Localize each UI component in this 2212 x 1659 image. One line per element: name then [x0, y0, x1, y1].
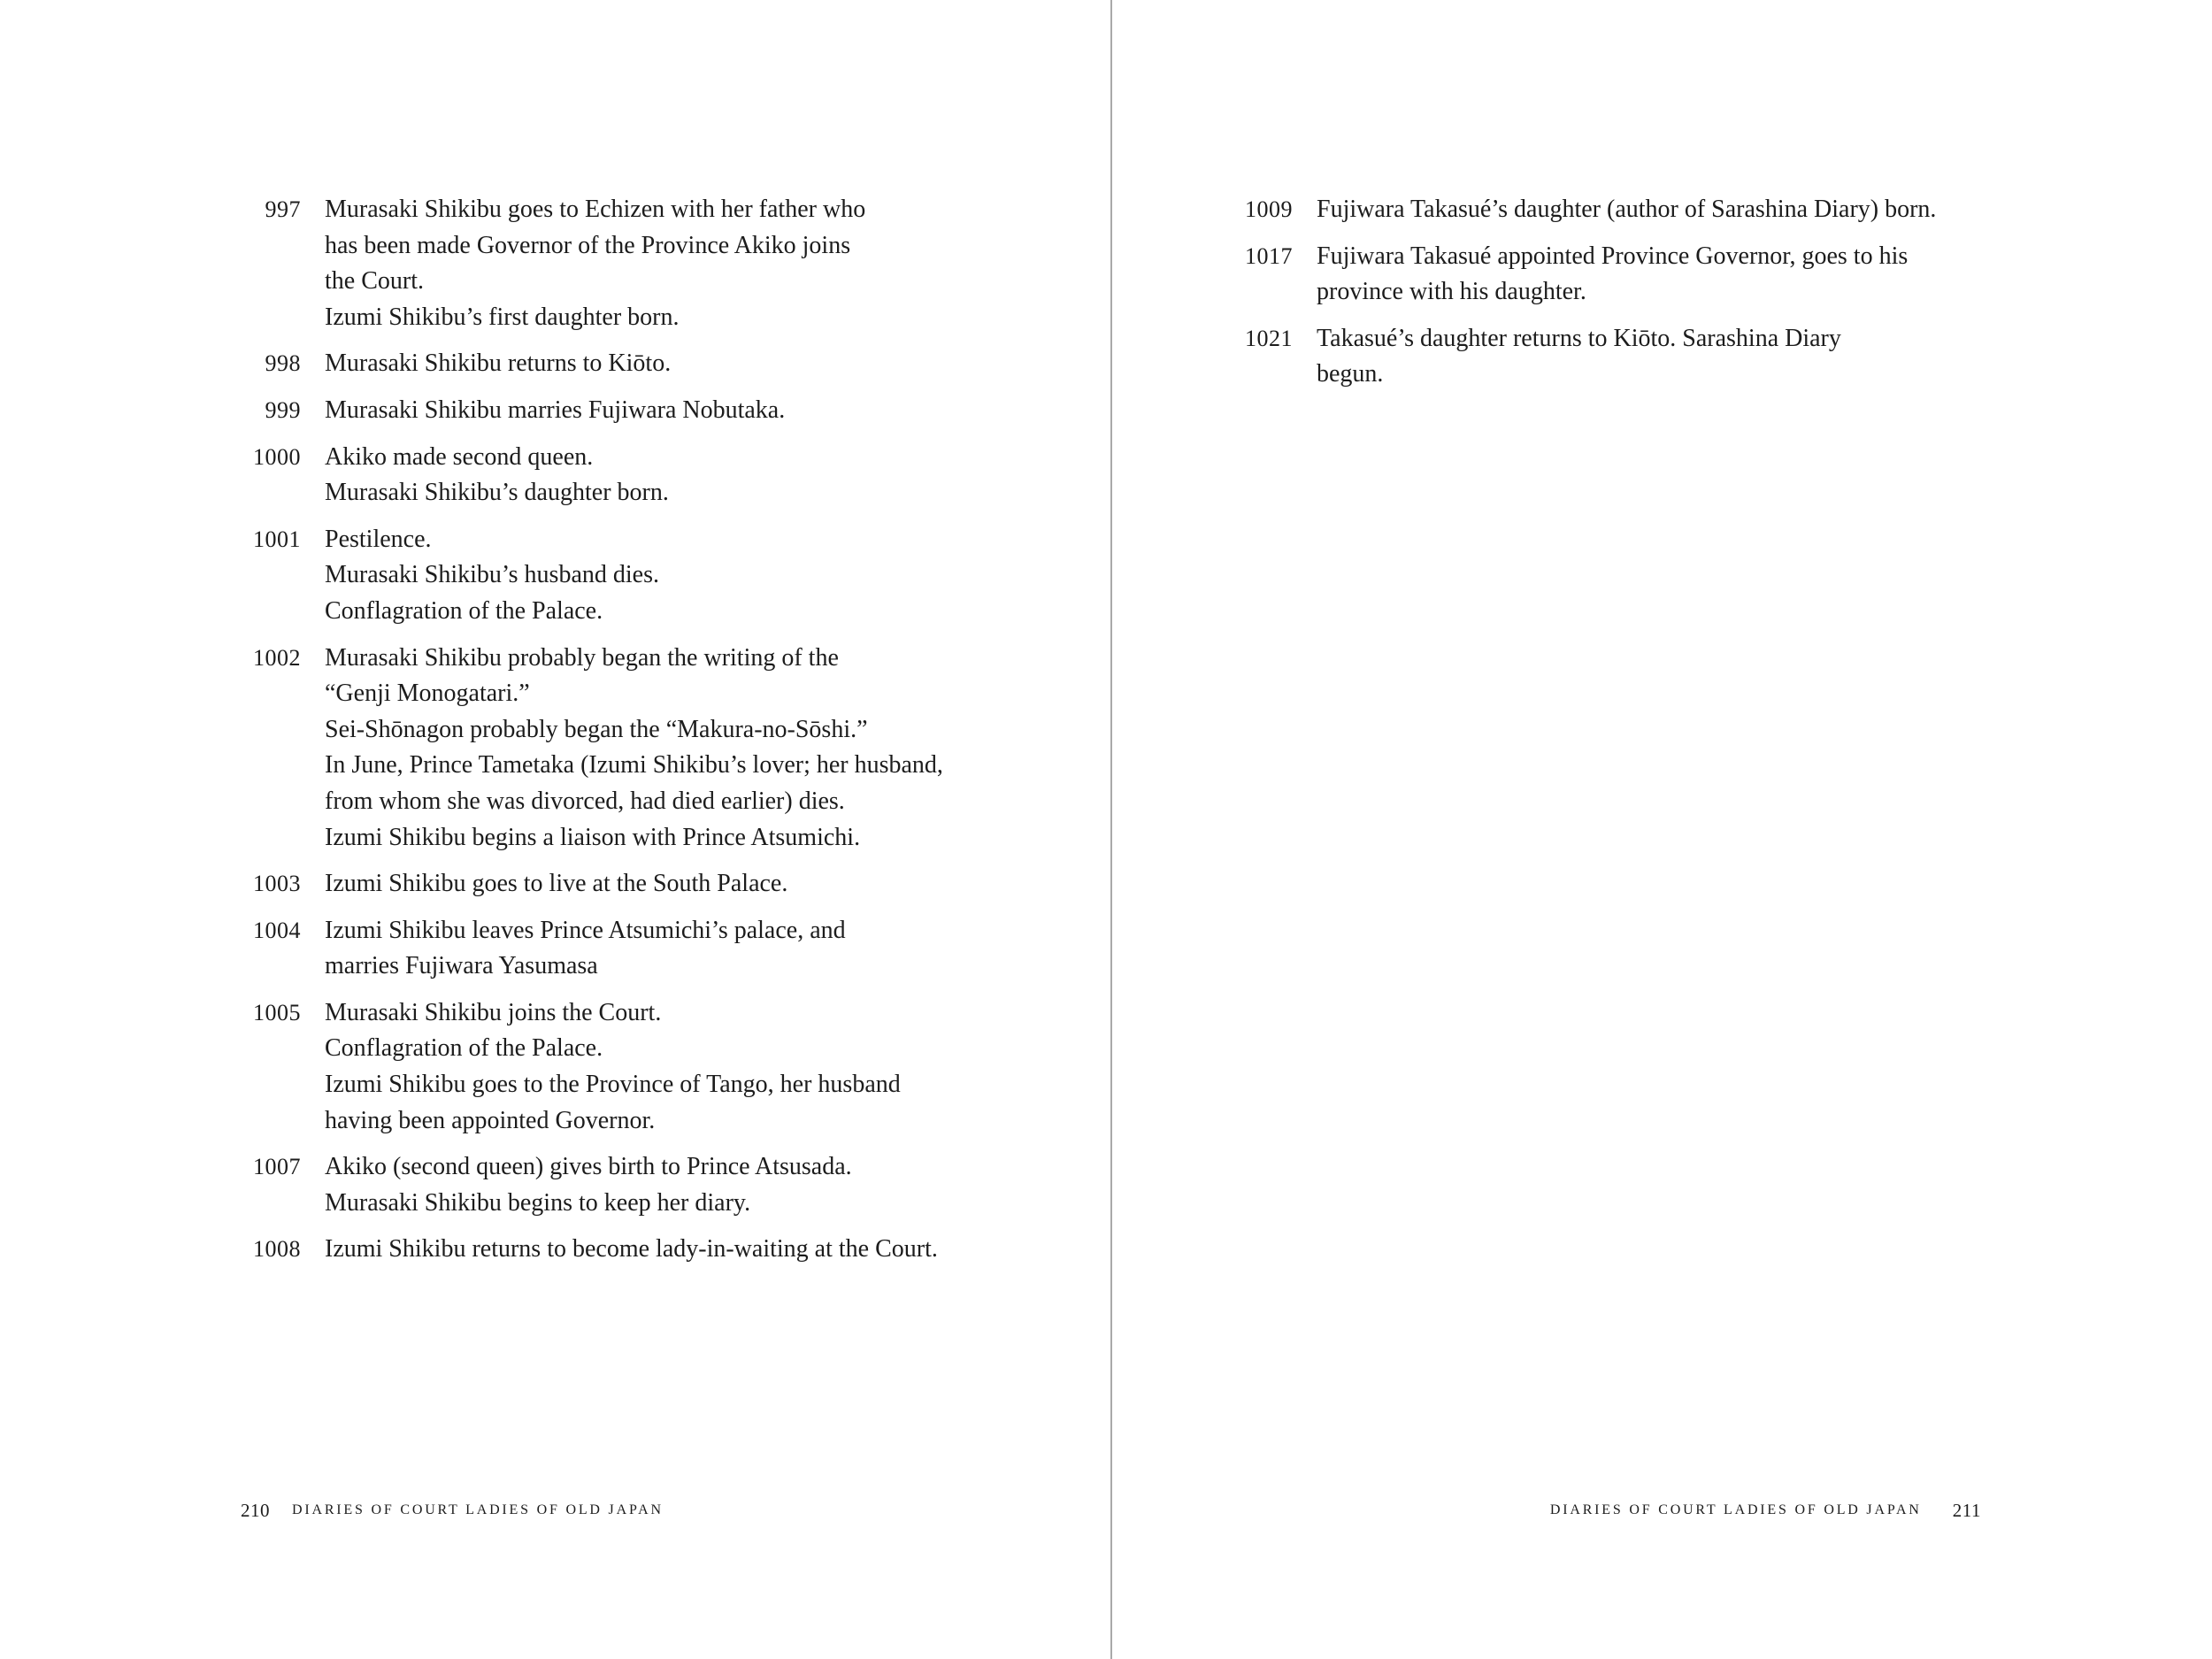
chronology-entry [239, 393, 943, 429]
running-head: DIARIES OF COURT LADIES OF OLD JAPAN [292, 1502, 664, 1517]
page-footer [1550, 1495, 1981, 1525]
entry-line: Murasaki Shikibu joins the Court. [325, 998, 662, 1026]
entry-line: Murasaki Shikibu returns to Kiōto. [325, 349, 672, 378]
entry-line: Murasaki Shikibu’s daughter born. [325, 479, 669, 507]
entry-line: Murasaki Shikibu goes to Echizen with her father who [325, 196, 866, 223]
entry-year: 998 [265, 350, 301, 377]
page-number: 211 [1952, 1500, 1981, 1521]
chronology-entry [1231, 239, 1936, 311]
entry-text [325, 440, 669, 511]
entry-text [325, 346, 671, 382]
entry-year: 1004 [253, 917, 301, 943]
right-page [1112, 0, 2212, 1659]
entry-line: Akiko (second queen) gives birth to Prince Atsusada. [325, 1153, 852, 1181]
running-head: DIARIES OF COURT LADIES OF OLD JAPAN [1549, 1502, 1922, 1517]
entry-line: has been made Governor of the Province Akiko joins [325, 231, 851, 259]
entry-year: 1000 [253, 443, 301, 470]
chronology-entry [239, 346, 943, 382]
entry-text [325, 393, 785, 429]
page-number: 210 [241, 1500, 270, 1521]
chronology-entry [239, 913, 943, 985]
entry-line: Izumi Shikibu goes to live at the South Palace. [325, 870, 788, 898]
entry-text [325, 866, 787, 902]
page-footer [241, 1495, 664, 1525]
entry-text [1317, 239, 1908, 311]
chronology-entry [239, 1232, 943, 1268]
entry-text [325, 913, 846, 985]
entry-line: Murasaki Shikibu begins to keep her diary. [325, 1188, 751, 1217]
entry-text [325, 1149, 852, 1221]
chronology-entry [239, 866, 943, 902]
entry-year: 1017 [1245, 242, 1293, 269]
chronology-entry [239, 995, 943, 1139]
entry-text [325, 522, 659, 630]
entry-line: begun. [1317, 360, 1384, 388]
entry-line: marries Fujiwara Yasumasa [325, 952, 598, 980]
entry-line: Izumi Shikibu returns to become lady-in-waiting at the Court. [325, 1235, 938, 1263]
entry-line: having been appointed Governor. [325, 1106, 656, 1134]
chronology-list [1231, 192, 1936, 403]
entry-line: Fujiwara Takasué’s daughter (author of Sarashina Diary) born. [1317, 196, 1937, 223]
entry-line: Fujiwara Takasué appointed Province Governor, goes to his [1317, 242, 1909, 270]
entry-year: 1005 [253, 999, 301, 1025]
entry-line: Izumi Shikibu goes to the Province of Tango, her husband [325, 1071, 901, 1099]
entry-line: Conflagration of the Palace. [325, 596, 603, 625]
chronology-entry [1231, 192, 1936, 228]
entry-line: Akiko made second queen. [325, 442, 594, 471]
entry-text [325, 1232, 938, 1268]
entry-line: Izumi Shikibu’s first daughter born. [325, 303, 680, 331]
entry-line: Izumi Shikibu begins a liaison with Prince Atsumichi. [325, 823, 861, 851]
entry-line: the Court. [325, 267, 424, 296]
entry-year: 1021 [1245, 325, 1293, 351]
entry-text [1317, 321, 1841, 393]
entry-year: 1001 [253, 526, 301, 552]
chronology-entry [239, 1149, 943, 1221]
entry-text [325, 192, 865, 335]
entry-text [325, 641, 943, 856]
entry-year: 997 [265, 196, 301, 222]
chronology-entry [239, 440, 943, 511]
entry-year: 1008 [253, 1236, 301, 1263]
entry-year: 999 [265, 396, 301, 423]
entry-year: 1002 [253, 644, 301, 671]
entry-year: 1009 [1245, 196, 1293, 222]
entry-year: 1007 [253, 1154, 301, 1180]
entry-line: Izumi Shikibu leaves Prince Atsumichi’s palace, and [325, 916, 846, 944]
chronology-entry [239, 522, 943, 630]
chronology-list [239, 192, 943, 1279]
entry-line: Murasaki Shikibu’s husband dies. [325, 561, 659, 589]
entry-line: “Genji Monogatari.” [325, 680, 530, 708]
chronology-entry [1231, 321, 1936, 393]
chronology-entry [239, 192, 943, 335]
chronology-entry [239, 641, 943, 856]
entry-text [325, 995, 901, 1139]
entry-line: Murasaki Shikibu marries Fujiwara Nobutaka. [325, 396, 786, 424]
entry-text [1317, 192, 1936, 228]
entry-line: Takasué’s daughter returns to Kiōto. Sarashina Diary [1317, 324, 1841, 352]
entry-line: Sei-Shōnagon probably began the “Makura-no-Sōshi.” [325, 715, 868, 743]
entry-line: In June, Prince Tametaka (Izumi Shikibu’s lover; her husband, [325, 751, 943, 780]
entry-line: Conflagration of the Palace. [325, 1034, 603, 1063]
entry-year: 1003 [253, 871, 301, 897]
entry-line: province with his daughter. [1317, 278, 1586, 306]
entry-line: Murasaki Shikibu probably began the writing of the [325, 643, 839, 672]
entry-line: Pestilence. [325, 525, 432, 553]
entry-line: from whom she was divorced, had died earlier) dies. [325, 787, 845, 815]
